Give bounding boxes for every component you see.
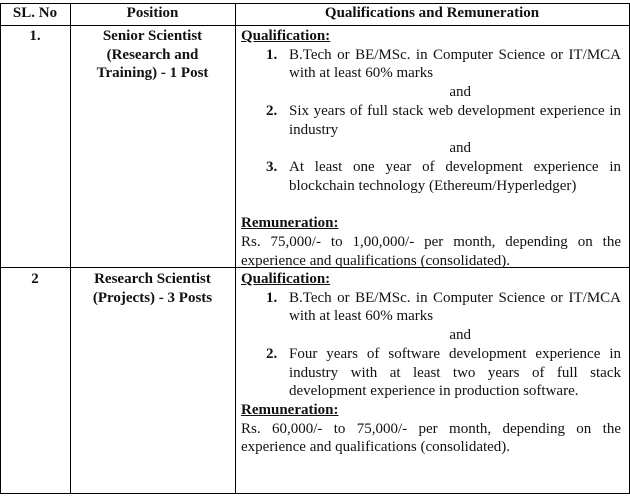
remuneration-heading: Remuneration: bbox=[241, 215, 339, 232]
qualification-item bbox=[241, 158, 621, 195]
item-number: 2. bbox=[266, 102, 278, 119]
item-text: Four years of software development experience in industry with at least two years of full stack development experience in production software. bbox=[289, 345, 621, 400]
position-line: Senior Scientist bbox=[102, 28, 203, 44]
qualification-item bbox=[241, 46, 621, 102]
position-line: Research Scientist bbox=[94, 271, 211, 287]
item-text: At least one year of development experience in blockchain technology (Ethereum/Hyperledger) bbox=[289, 158, 621, 194]
item-text: B.Tech or BE/MSc. in Computer Science or IT/MCA with at least 60% marks bbox=[289, 46, 621, 82]
position-line: (Research and bbox=[106, 46, 199, 63]
remuneration-text: Rs. 75,000/- to 1,00,000/- per month, depending on the experience and qualifications (consolidated). bbox=[241, 234, 621, 269]
table-border-bottom bbox=[0, 493, 630, 494]
item-text: Six years of full stack web development experience in industry bbox=[289, 102, 621, 138]
position-line: (Projects) - 3 Posts bbox=[92, 289, 213, 306]
header-sl-no: SL. No bbox=[12, 5, 58, 21]
table-border-left bbox=[0, 3, 1, 494]
item-number: 1. bbox=[266, 289, 278, 306]
item-and: and bbox=[449, 84, 471, 101]
remuneration-text: Rs. 60,000/- to 75,000/- per month, depending on the experience and qualifications (consolidated). bbox=[241, 420, 621, 456]
spacer bbox=[241, 195, 621, 214]
qualification-item bbox=[241, 289, 621, 345]
position-line: Training) - 1 Post bbox=[96, 65, 209, 82]
row-1-sl: 1. bbox=[29, 28, 41, 44]
remuneration-heading: Remuneration: bbox=[241, 401, 339, 418]
qualification-item bbox=[241, 102, 621, 158]
column-divider-2 bbox=[235, 3, 236, 494]
item-number: 1. bbox=[266, 46, 278, 63]
item-and: and bbox=[449, 327, 471, 344]
row-2-details bbox=[241, 270, 621, 457]
item-and: and bbox=[449, 140, 471, 157]
item-number: 2. bbox=[266, 345, 278, 362]
item-text: B.Tech or BE/MSc. in Computer Science or IT/MCA with at least 60% marks bbox=[289, 289, 621, 325]
row-2-sl: 2 bbox=[31, 271, 39, 287]
row-1-details bbox=[241, 27, 621, 270]
qualification-heading: Qualification: bbox=[241, 28, 331, 44]
header-qualifications: Qualifications and Remuneration bbox=[324, 5, 540, 21]
qualification-heading: Qualification: bbox=[241, 271, 331, 287]
row-2-position bbox=[70, 270, 235, 307]
row-1-position bbox=[70, 27, 235, 83]
qualification-item bbox=[241, 345, 621, 401]
item-number: 3. bbox=[266, 158, 278, 175]
header-position: Position bbox=[126, 5, 179, 21]
header-divider bbox=[0, 25, 630, 26]
